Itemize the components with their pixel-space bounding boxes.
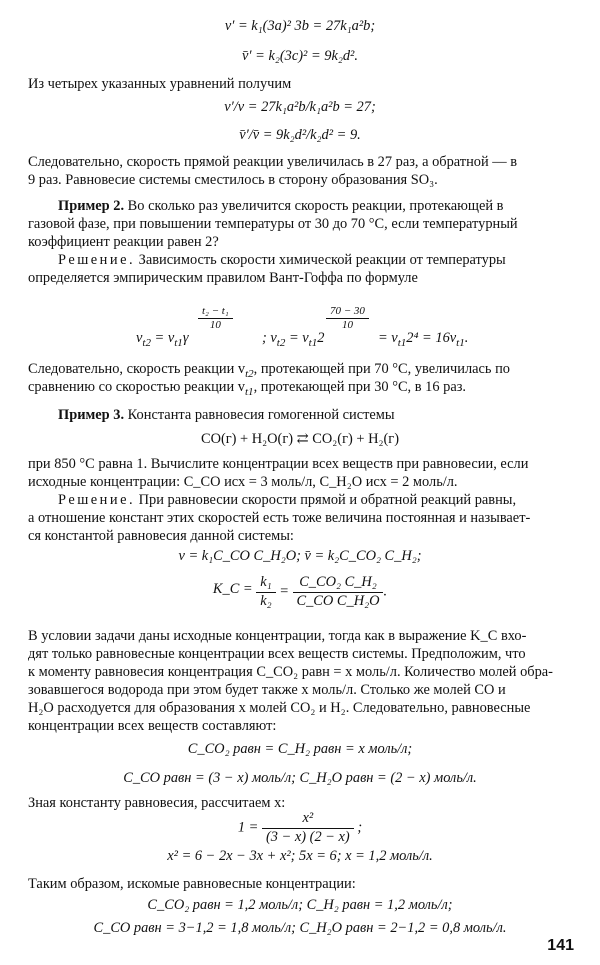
document-page: v′ = k₁(3a)² 3b = 27k₁a²b; v̄′ = k₂(3c)² = 9k₂d². Из четырех указанных уравнений получим v′/v = 27k₁a²b/k₁a²b = 27; v̄′/v̄ = 9k₂d²/k₂d² = 9. Следовательно, скорость прямой реакции увеличилась в 27 раз, а обратной — в 9 раз. Равновесие системы сместилось в сторону образования SO₃. Пример 2. Во сколько раз увеличится скорость реакции, протекающей в газовой фазе, при повышении температуры от 30 до 70 °С, если температурный коэффициент реакции равен 2? Решение. Зависимость скорости химической реакции от температуры определяется эмпирическим правилом Вант-Гоффа по формуле $v_{t2} = v_{t1}\gamma$ $\frac{\text{t₂ − t₁}}{10}$ ; $v_{t2} = v_{t1}2$ $\frac{70 - 30}{10}$ = $v_{t1}2^4 = 16v_{t1}$. Следовательно, скорость реакции $v_{t2}$, протекающей при 70 °С, увеличилась по сравнению со скоростью реакции $v_{t1}$, протекающей при 30 °С, в 16 раз. Пример 3. Константа равновесия гомогенной системы CO(г) + H₂O(г) ⇄ CO₂(г) + H₂(г) при 850 °С равна 1. Вычислите концентрации всех веществ при равновесии, если исходные концентрации: C_CO исх = 3 моль/л, C_H₂O исх = 2 моль/л. Решение. При равновесии скорости прямой и обратной реакций равны, а отношение констант этих скоростей есть тоже величина постоянная и называет- ся константой равновесия данной системы: v = k₁C_CO C_H₂O; v̄ = k₂C_CO₂ C_H₂; K_C = $\frac{\text{k₁}}{\text{k₂}}$ = $\frac{\text{C\_CO₂ C\_H₂}}{\text{C\_CO C\_H₂O}}$ . В условии задачи даны исходные концентрации, тогда как в выражение K_C вхо- дят только равновесные концентрации всех веществ системы. Предположим, что к моменту равновесия концентрация C_CO₂ равн = x моль/л. Количество молей обра- зовавшегося водорода при этом будет также x моль/л. Столько же молей CO и H₂O расходуется для образования x молей CO₂ и H₂. Следовательно, равновесные концентрации всех веществ составляют: C_CO₂ равн = C_H₂ равн = x моль/л; C_CO равн = (3 − x) моль/л; C_H₂O равн = (2 − x) моль/л. Зная константу равновесия, рассчитаем x: 1 = $\frac{\text{x²}}{(3 - x) (2 - x)}$ ; x² = 6 − 2x − 3x + x²; 5x = 6; x = 1,2 моль/л. Таким образом, искомые равновесные концентрации: C_CO₂ равн = 1,2 моль/л; C_H₂ равн = 1,2 моль/л; C_CO равн = 3−1,2 = 1,8 моль/л; C_H₂O равн = 2−1,2 = 0,8 моль/л. 141 bbox=[0, 0, 600, 965]
example-2-label: Пример 2. bbox=[58, 198, 125, 214]
example-3-solution-line-1: Решение. При равновесии скорости прямой и обратной реакций равны, bbox=[58, 492, 517, 508]
example-2-solution-line-2: определяется эмпирическим правилом Вант-Гоффа по формуле bbox=[28, 270, 418, 286]
example-3-line-1: Пример 3. Константа равновесия гомогенной системы bbox=[58, 407, 395, 423]
example-2-line-3: коэффициент реакции равен 2? bbox=[28, 234, 219, 250]
equation-reverse-rate: v̄′ = k₂(3c)² = 9k₂d². bbox=[242, 48, 358, 64]
example-2-line-1: Пример 2. Во сколько раз увеличится скорость реакции, протекающей в bbox=[58, 198, 504, 214]
vant-hoff-exponent-left: $\frac{\text{t₂ − t₁}}{10}$ bbox=[198, 305, 233, 332]
equation-forward-rate: v′ = k₁(3a)² 3b = 27k₁a²b; bbox=[224, 18, 376, 34]
solution-label: Решение. bbox=[58, 492, 136, 508]
equation-concentrations-1: C_CO₂ равн = C_H₂ равн = x моль/л; bbox=[187, 741, 413, 757]
equation-solve: 1 = $\frac{\text{x²}}{(3 - x) (2 - x)}$ ; bbox=[237, 810, 363, 845]
equation-final-2: C_CO равн = 3−1,2 = 1,8 моль/л; C_H₂O равн = 2−1,2 = 0,8 моль/л. bbox=[93, 920, 507, 936]
example-2-line-2: газовой фазе, при повышении температуры от 30 до 70 °С, если температурный bbox=[28, 216, 518, 232]
page-number: 141 bbox=[547, 937, 574, 954]
text-conclusion-2b: сравнению со скоростью реакции $v_{t1}$, протекающей при 30 °С, в 16 раз. bbox=[28, 379, 466, 398]
equation-ratio-reverse: v̄′/v̄ = 9k₂d²/k₂d² = 9. bbox=[239, 127, 361, 143]
paragraph-line-4: зовавшегося водорода при этом будет также x моль/л. Столько же молей CO и bbox=[28, 682, 506, 698]
equation-expand: x² = 6 − 2x − 3x + x²; 5x = 6; x = 1,2 моль/л. bbox=[167, 848, 433, 864]
equation-ratio-forward: v′/v = 27k₁a²b/k₁a²b = 27; bbox=[224, 99, 376, 115]
example-3-line-2: при 850 °С равна 1. Вычислите концентрации всех веществ при равновесии, если bbox=[28, 456, 529, 472]
equation-rates: v = k₁C_CO C_H₂O; v̄ = k₂C_CO₂ C_H₂; bbox=[178, 548, 422, 564]
example-3-solution-line-2: а отношение констант этих скоростей есть тоже величина постоянная и называет- bbox=[28, 510, 531, 526]
vant-hoff-exponent-right: $\frac{70 - 30}{10}$ bbox=[326, 305, 369, 332]
text-thus: Таким образом, искомые равновесные концентрации: bbox=[28, 876, 356, 892]
paragraph-line-1: В условии задачи даны исходные концентрации, тогда как в выражение K_C вхо- bbox=[28, 628, 527, 644]
text-knowing-k: Зная константу равновесия, рассчитаем x: bbox=[28, 795, 286, 811]
text-conclusion-2a: Следовательно, скорость реакции $v_{t2}$, протекающей при 70 °С, увеличилась по bbox=[28, 361, 510, 380]
example-2-solution-line-1: Решение. Зависимость скорости химической реакции от температуры bbox=[58, 252, 506, 268]
equation-concentrations-2: C_CO равн = (3 − x) моль/л; C_H₂O равн = (2 − x) моль/л. bbox=[123, 770, 477, 786]
text-from-four: Из четырех указанных уравнений получим bbox=[28, 76, 292, 92]
paragraph-line-3: к моменту равновесия концентрация C_CO₂ равн = x моль/л. Количество молей обра- bbox=[28, 664, 553, 680]
equation-reaction: CO(г) + H₂O(г) ⇄ CO₂(г) + H₂(г) bbox=[200, 431, 400, 447]
example-3-line-3: исходные концентрации: C_CO исх = 3 моль/л, C_H₂O исх = 2 моль/л. bbox=[28, 474, 458, 490]
example-3-label: Пример 3. bbox=[58, 407, 125, 423]
text-conclusion-1b: 9 раз. Равновесие системы сместилось в сторону образования SO₃. bbox=[28, 172, 438, 188]
equation-final-1: C_CO₂ равн = 1,2 моль/л; C_H₂ равн = 1,2 моль/л; bbox=[147, 897, 453, 913]
example-3-solution-line-3: ся константой равновесия данной системы: bbox=[28, 528, 294, 544]
paragraph-line-5: H₂O расходуется для образования x молей CO₂ и H₂. Следовательно, равновесные bbox=[28, 700, 531, 716]
paragraph-line-6: концентрации всех веществ составляют: bbox=[28, 718, 277, 734]
solution-label: Решение. bbox=[58, 252, 136, 268]
paragraph-line-2: дят только равновесные концентрации всех веществ системы. Предположим, что bbox=[28, 646, 526, 662]
text-conclusion-1a: Следовательно, скорость прямой реакции увеличилась в 27 раз, а обратной — в bbox=[28, 154, 518, 170]
equation-equilibrium-constant: K_C = $\frac{\text{k₁}}{\text{k₂}}$ = $\frac{\text{C\_CO₂ C\_H₂}}{\text{C\_CO C\_H₂O}}$ . bbox=[212, 574, 388, 609]
